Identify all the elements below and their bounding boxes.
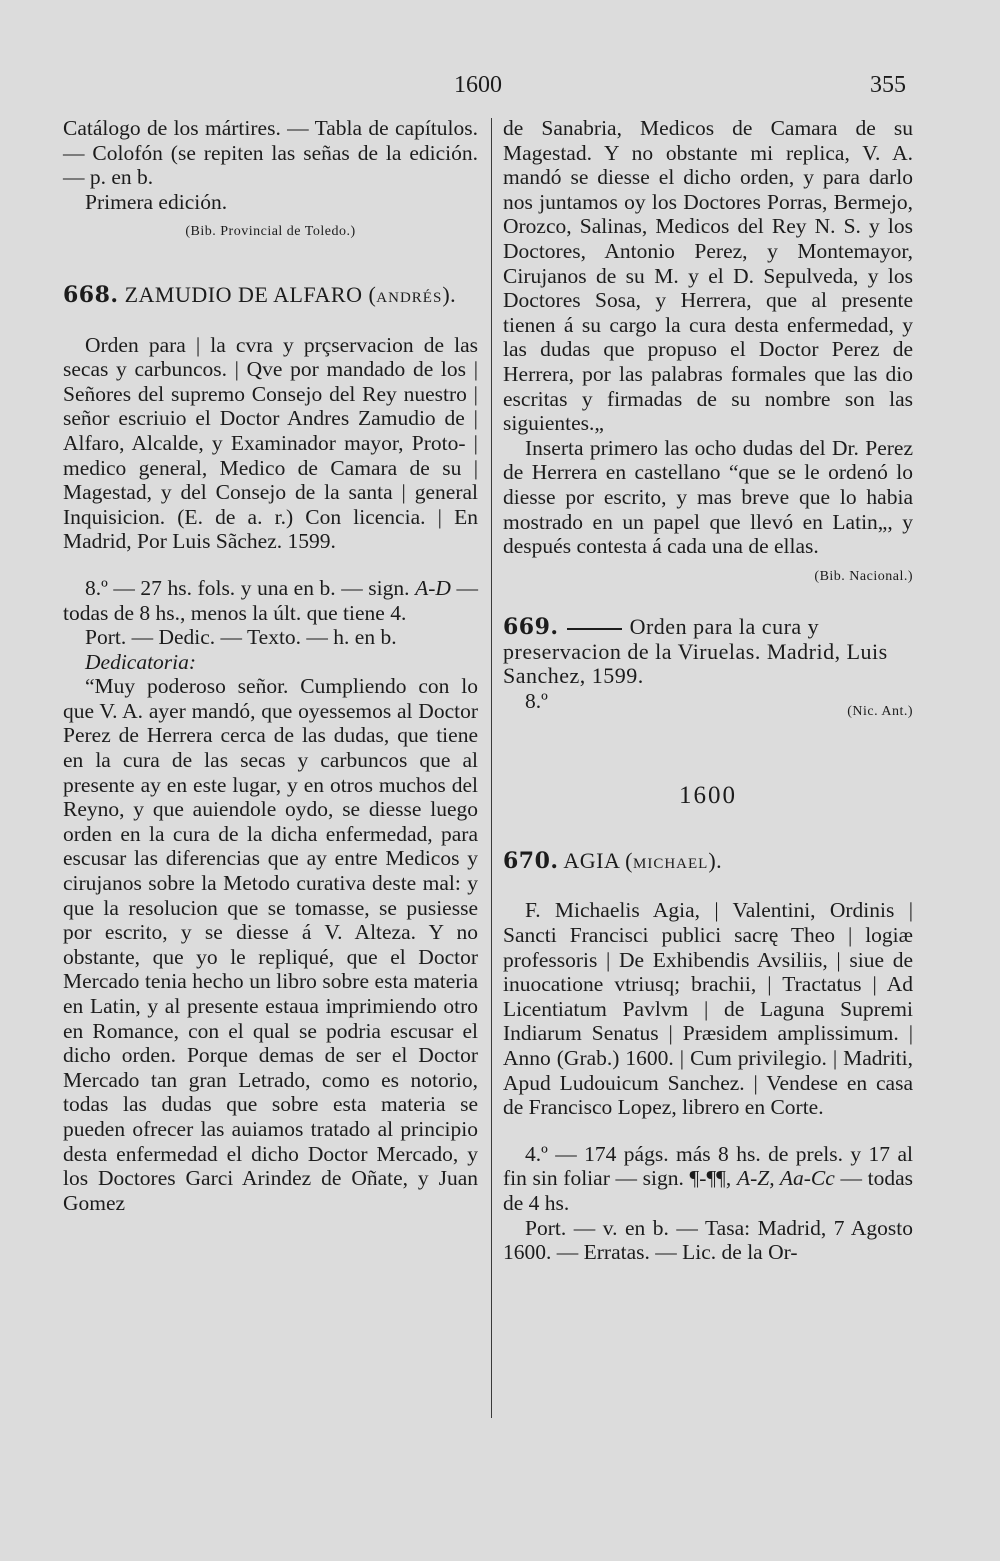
entry-670-author: AGIA (: [563, 847, 633, 873]
year-section-heading: 1600: [679, 782, 737, 810]
entry-670-author-close: ).: [708, 847, 723, 873]
entry-670-contents: Port. — v. en b. — Tasa: Madrid, 7 Agosto 1600. — Erratas. — Lic. de la Or-: [503, 1215, 913, 1265]
entry-669-format: 8.º: [525, 689, 548, 714]
entry-668-contents: Port. — Dedic. — Texto. — h. en b.: [85, 625, 397, 650]
running-header-year: 1600: [454, 72, 502, 98]
ditto-dash: [567, 628, 622, 630]
entry-668-author: ZAMUDIO DE ALFARO (: [124, 281, 377, 307]
entry-669-text: Orden para la cura y preservacion de la Viruelas. Madrid, Luis Sanchez, 1599.: [503, 614, 888, 689]
entry-670-heading: [503, 849, 913, 877]
entry-670-title: F. Michaelis Agia, | Valentini, Ordinis | Sancti Francisci publici sacrę Theo | logiæ professoris | De Exhibendis Avsiliis, | siue de inuocatione vtriusq; brachii, | Tractatus | Ad Licentiatum Pavlvm | de Laguna Supremi Indiarum Senatus | Præsidem amplissimum. | Anno (Grab.) 1600. | Cum privilegio. | Madriti, Apud Ludouicum Sanchez. | Vendese en casa de Francisco Lopez, librero en Corte.: [503, 898, 913, 1120]
source-nacional: (Bib. Nacional.): [814, 568, 913, 584]
right-column: [503, 116, 913, 1265]
entry-668-heading: [63, 283, 478, 311]
catalog-contents-text: Catálogo de los mártires. — Tabla de capítulos. — Colofón (se repiten las señas de la edición. — p. en b.: [63, 116, 478, 190]
dedication-quote: “Muy poderoso señor. Cumpliendo con lo que V. A. ayer mandó, que oyessemos al Doctor Perez de Herrera cerca de las dudas, que tiene en la cura de las secas y carbuncos que al presente ay en este lugar, y en otros muchos del Reyno, y que auiendole oydo, se diesse luego orden en la cura de la dicha enfermedad, para escusar las diferencias que ay entre Medicos y cirujanos sobre la Metodo curativa deste mal: y que la resolucion que se tomasse, se pusiesse por escrito, y se diesse á V. Alteza. Y no obstante, que yo le repliqué, que el Doctor Mercado tenia hecho un libro sobre esta materia en Latin, y al presente estaua imprimiendo otro en Romance, con el qual se podria escusar el dicho orden. Porque demas de ser el Doctor Mercado tan gran Letrado, como es notorio, todas las dudas que sobre esta materia se pueden ofrecer las auiamos tratado al principio desta enfermedad el dicho Doctor Mercado, y los Doctores Garci Arindez de Oñate, y Juan Gomez: [63, 674, 478, 1215]
entry-668-author-close: ).: [442, 281, 457, 307]
page-number: 355: [870, 72, 906, 98]
collation-text-end: — todas de 8 hs., menos la últ. que tiene 4.: [63, 575, 478, 625]
entry-669-number: 669.: [503, 614, 559, 641]
source-toledo: (Bib. Provincial de Toledo.): [185, 224, 356, 240]
signature-range: A-Z, Aa-Cc: [736, 1166, 835, 1191]
entry-670-author-firstname: MICHAEL: [633, 855, 709, 872]
entry-670-collation: [503, 1142, 913, 1216]
entry-668-collation: [63, 576, 478, 625]
first-edition-note: Primera edición.: [85, 189, 228, 214]
dedication-quote-continued: de Sanabria, Medicos de Camara de su Magestad. Y no obstante mi replica, V. A. mandó se diesse el dicho orden, y para darlo nos juntamos oy los Doctores Porras, Bermejo, Orozco, Salinas, Medicos del Rey N. S. y los Doctores, Antonio Perez, y Montemayor, Cirujanos de su M. y el D. Sepulveda, y los Doctores Sosa, y Herrera, que al presente tienen á su cargo la cura desta enfermedad, y las dudas que propuso el Doctor Perez de Herrera, por las palabras formales que las dio escritas y firmadas de su nombre son las siguientes.„: [503, 116, 913, 436]
collation-text: 4.º — 174 págs. más 8 hs. de prels. y 17 al fin sin foliar — sign. ¶-¶¶,: [503, 1141, 913, 1191]
entry-669: [503, 615, 913, 689]
left-column: [63, 116, 478, 1215]
entry-668-number: 668.: [63, 281, 119, 308]
collation-text-end: — todas de 4 hs.: [503, 1166, 913, 1215]
column-divider: [491, 118, 492, 1418]
entry-670-number: 670.: [503, 847, 559, 874]
source-nic-ant: (Nic. Ant.): [847, 703, 913, 719]
entry-668-author-firstname: ANDRÉS: [376, 289, 443, 306]
inserta-note: Inserta primero las ocho dudas del Dr. Perez de Herrera en castellano “que se le ordenó lo diesse por escrito, y mas breve que lo habia mostrado en un papel que llevó en Latin„, y después contesta á cada una de ellas.: [503, 435, 913, 559]
signature-range: A-D: [415, 575, 451, 600]
dedication-label: Dedicatoria:: [85, 649, 197, 674]
collation-text: 8.º — 27 hs. fols. y una en b. — sign.: [85, 575, 416, 600]
entry-668-title: Orden para | la cvra y prçservacion de las secas y carbuncos. | Qve por mandado de los | Señores del supremo Consejo del Rey nuestro | señor escriuio el Doctor Andres Zamudio de | Alfaro, Alcalde, y Examinador mayor, Proto- | medico general, Medico de Camara de su | Magestad, y del Consejo de la santa | general Inquisicion. (E. de a. r.) Con licencia. | En Madrid, Por Luis Sãchez. 1599.: [63, 332, 478, 554]
